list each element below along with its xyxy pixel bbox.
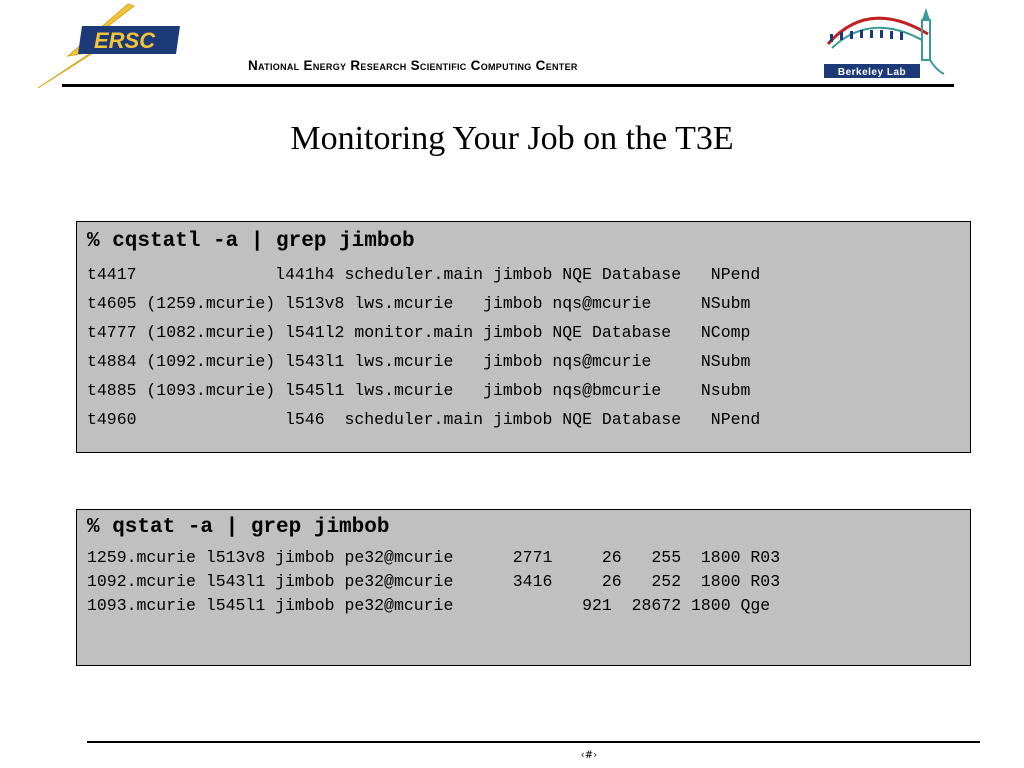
cqstatl-row: t4884 (1092.mcurie) l543l1 lws.mcurie jimbob nqs@mcurie NSubm [87,352,751,371]
nersc-logo-text: ERSC [94,28,156,53]
qstat-row: 1092.mcurie l543l1 jimbob pe32@mcurie 3416 26 252 1800 R03 [87,572,781,591]
cqstatl-output-box [76,221,971,453]
footer-divider [87,741,980,743]
slide-title: Monitoring Your Job on the T3E [290,120,734,157]
cqstatl-row: t4885 (1093.mcurie) l545l1 lws.mcurie jimbob nqs@bmcurie Nsubm [87,381,751,400]
qstat-output-box [76,509,971,666]
page-number: ‹#› [580,750,598,761]
qstat-command: % qstat -a | grep jimbob [87,516,390,539]
qstat-row: 1093.mcurie l545l1 jimbob pe32@mcurie 921 28672 1800 Qge [87,596,771,615]
nersc-logo [30,2,190,88]
cqstatl-command: % cqstatl -a | grep jimbob [87,230,415,253]
cqstatl-row: t4417 l441h4 scheduler.main jimbob NQE Database NPend [87,265,761,284]
cqstatl-row: t4605 (1259.mcurie) l513v8 lws.mcurie jimbob nqs@mcurie NSubm [87,294,751,313]
qstat-row: 1259.mcurie l513v8 jimbob pe32@mcurie 2771 26 255 1800 R03 [87,548,781,567]
organization-name: National Energy Research Scientific Computing Center [248,58,578,73]
cqstatl-row: t4960 l546 scheduler.main jimbob NQE Database NPend [87,410,761,429]
cqstatl-row: t4777 (1082.mcurie) l541l2 monitor.main jimbob NQE Database NComp [87,323,751,342]
berkeley-lab-logo-text: Berkeley Lab [837,67,907,78]
header-divider [62,84,954,87]
qstat-rows [87,547,780,619]
berkeley-lab-logo [818,4,946,82]
cqstatl-rows [87,264,760,438]
